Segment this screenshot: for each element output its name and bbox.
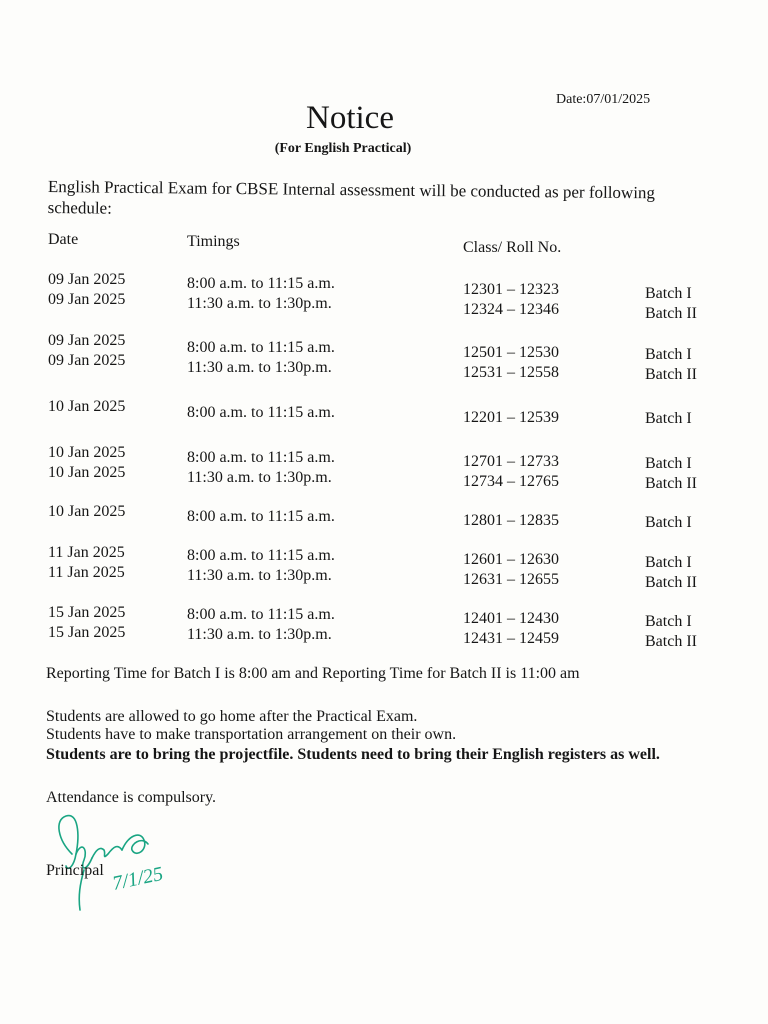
roll-cell: 12501 – 12530 <box>463 344 559 361</box>
time-cell: 11:30 a.m. to 1:30p.m. <box>187 567 332 584</box>
date-cell: 15 Jan 2025 <box>48 604 126 621</box>
group-batches <box>645 513 692 533</box>
principal-label: Principal <box>46 862 104 879</box>
group-rolls <box>463 550 559 590</box>
header-date: Date <box>48 231 79 248</box>
batch-cell: Batch I <box>645 514 692 531</box>
date-cell: 09 Jan 2025 <box>48 332 126 349</box>
group-rolls <box>463 609 559 649</box>
reporting-time: Reporting Time for Batch I is 8:00 am and Reporting Time for Batch II is 11:00 am <box>46 665 580 682</box>
time-cell: 8:00 a.m. to 11:15 a.m. <box>187 404 335 421</box>
roll-cell: 12301 – 12323 <box>463 281 559 298</box>
roll-cell: 12734 – 12765 <box>463 473 559 490</box>
batch-cell: Batch II <box>645 475 697 492</box>
attendance-note: Attendance is compulsory. <box>46 789 217 806</box>
roll-cell: 12631 – 12655 <box>463 571 559 588</box>
group-batches <box>645 553 697 593</box>
header-roll-no: Class/ Roll No. <box>463 239 562 256</box>
batch-cell: Batch I <box>645 455 692 472</box>
bring-project-note: Students are to bring the projectfile. Students need to bring their English registers as well. <box>46 746 660 763</box>
group-times <box>187 403 335 423</box>
batch-cell: Batch II <box>645 633 697 650</box>
time-cell: 8:00 a.m. to 11:15 a.m. <box>187 339 335 356</box>
group-times <box>187 448 335 488</box>
group-dates <box>48 270 125 310</box>
time-cell: 8:00 a.m. to 11:15 a.m. <box>187 547 335 564</box>
date-cell: 09 Jan 2025 <box>48 291 126 308</box>
header-timings: Timings <box>187 233 240 250</box>
date-cell: 09 Jan 2025 <box>48 271 126 288</box>
batch-cell: Batch I <box>645 410 692 427</box>
group-rolls <box>463 408 559 428</box>
notice-subtitle: (For English Practical) <box>274 141 412 156</box>
date-cell: 10 Jan 2025 <box>48 444 126 461</box>
signature-date: 7/1/25 <box>110 862 166 895</box>
time-cell: 11:30 a.m. to 1:30p.m. <box>187 626 332 643</box>
roll-cell: 12701 – 12733 <box>463 453 559 470</box>
time-cell: 11:30 a.m. to 1:30p.m. <box>187 359 332 376</box>
notice-date: Date:07/01/2025 <box>556 92 651 107</box>
go-home-note: Students are allowed to go home after the Practical Exam. <box>46 708 418 725</box>
time-cell: 8:00 a.m. to 11:15 a.m. <box>187 606 335 623</box>
group-dates <box>48 443 125 483</box>
group-dates <box>48 397 125 417</box>
group-rolls <box>463 511 559 531</box>
group-rolls <box>463 280 559 320</box>
roll-cell: 12201 – 12539 <box>463 409 559 426</box>
date-cell: 15 Jan 2025 <box>48 624 126 641</box>
group-dates <box>48 331 125 371</box>
group-times <box>187 546 335 586</box>
date-cell: 11 Jan 2025 <box>48 564 125 581</box>
group-batches <box>645 454 697 494</box>
transport-note: Students have to make transportation arrangement on their own. <box>46 726 457 743</box>
roll-cell: 12401 – 12430 <box>463 610 559 627</box>
batch-cell: Batch II <box>645 574 697 591</box>
batch-cell: Batch I <box>645 346 692 363</box>
batch-cell: Batch II <box>645 366 697 383</box>
time-cell: 8:00 a.m. to 11:15 a.m. <box>187 275 335 292</box>
group-batches <box>645 409 692 429</box>
time-cell: 11:30 a.m. to 1:30p.m. <box>187 295 332 312</box>
group-times <box>187 605 335 645</box>
time-cell: 8:00 a.m. to 11:15 a.m. <box>187 508 335 525</box>
group-times <box>187 338 335 378</box>
group-times <box>187 507 335 527</box>
notice-intro: English Practical Exam for CBSE Internal assessment will be conducted as per following schedule: <box>47 176 656 218</box>
date-cell: 11 Jan 2025 <box>48 544 125 561</box>
group-rolls <box>463 452 559 492</box>
date-cell: 10 Jan 2025 <box>48 464 126 481</box>
batch-cell: Batch I <box>645 554 692 571</box>
batch-cell: Batch I <box>645 285 692 302</box>
group-times <box>187 274 335 314</box>
time-cell: 11:30 a.m. to 1:30p.m. <box>187 469 332 486</box>
date-cell: 10 Jan 2025 <box>48 398 126 415</box>
roll-cell: 12801 – 12835 <box>463 512 559 529</box>
group-dates <box>48 543 125 583</box>
roll-cell: 12531 – 12558 <box>463 364 559 381</box>
roll-cell: 12324 – 12346 <box>463 301 559 318</box>
group-batches <box>645 284 697 324</box>
roll-cell: 12431 – 12459 <box>463 630 559 647</box>
date-cell: 09 Jan 2025 <box>48 352 126 369</box>
group-batches <box>645 345 697 385</box>
batch-cell: Batch II <box>645 305 697 322</box>
group-batches <box>645 612 697 652</box>
group-dates <box>48 603 125 643</box>
roll-cell: 12601 – 12630 <box>463 551 559 568</box>
time-cell: 8:00 a.m. to 11:15 a.m. <box>187 449 335 466</box>
date-cell: 10 Jan 2025 <box>48 503 126 520</box>
group-dates <box>48 502 125 522</box>
notice-title: Notice <box>306 100 394 136</box>
batch-cell: Batch I <box>645 613 692 630</box>
group-rolls <box>463 343 559 383</box>
